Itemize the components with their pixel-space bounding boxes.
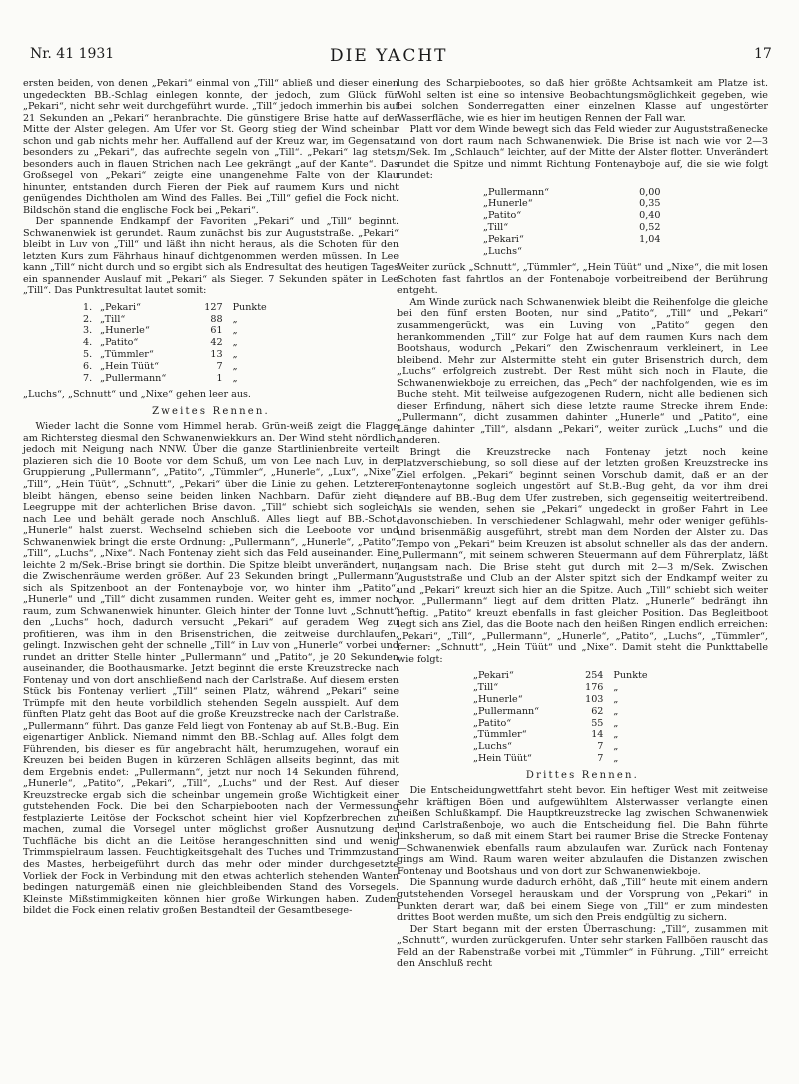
table-row [483,222,660,234]
section-heading: Zweites Rennen. [152,405,270,417]
points: 61 [210,325,223,337]
rounding-times-table [483,187,660,258]
rank: 3. [83,325,93,337]
boat-name: „Pekari“ [473,670,514,682]
boat-name: „Till“ [100,313,126,325]
unit: „ [613,705,619,717]
points: 176 [585,682,604,694]
unit: „ [613,717,619,729]
time-gap: 0,40 [639,210,661,222]
paragraph: „Luchs“, „Schnutt“ und „Nixe“ gehen leer aus. [23,389,251,401]
paragraph: Der spannende Endkampf der Favoriten „Pekari“ und „Till“ beginnt. Schwanenwiek ist gerundet. Raum zunächst bis zur Auguststraße. „Pekari“ bleibt in Luv von „Till“ und läßt ihn nicht heraus, als die Schoten für den letzten Kurs zum Fährhaus hinauf dichtgenommen werden müssen. In Lee kann „Till“ nicht durch und so ergibt sich als Endresultat des heutigen Tages ein spannender Auslauf mit „Pekari“ als Sieger. 7 Sekunden später in Lee „Till“. Das Punktresultat lautet somit: [23,216,399,297]
paragraph: Platt vor dem Winde bewegt sich das Feld wieder zur Auguststraßenecke und von dort raum nach Schwanenwiek. Die Brise ist nach wie vor 2—3 m/Sek. Im „Schlauch“ leichter, auf der Mitte der Alster flotter. Unverändert rundet die Spitze und nimmt Richtung Fontenayboje auf, die sie wie folgt rundet: [397,124,768,182]
paragraph: ersten beiden, von denen „Pekari“ einmal von „Till“ abließ und dieser einen ungedeckten BB.-Schlag einlegen konnte, der jedoch, zum Glück für „Pekari“, nicht sehr weit durchgeführt wurde. „Till“ jedoch immerhin bis auf 21 Sekunden an „Pekari“ heranbrachte. Die günstigere Brise hatte auf der Mitte der Alster gelegen. Am Ufer vor St. Georg stieg der Wind scheinbar schon und gab nichts mehr her. Auffallend auf der Kreuz war, im Gegensatz besonders zu „Pekari“, das aufrechte segeln von „Till“. „Pekari“ lag stets, besonders auch in flauen Strichen nach Lee gekrängt „auf der Kante“. Das Großsegel von „Pekari“ zeigte eine unangenehme Falte von der Klau hinunter, entstanden durch Fieren der Piek auf raumem Kurs und nicht genügendes Dichtholen am Wind des Falles. Bei „Till“ gefiel die Fock nicht. Bildschön stand die englische Fock bei „Pekari“. [23,78,399,216]
boat-name: „Hunerle“ [100,325,150,337]
magazine-title: DIE YACHT [330,46,448,66]
boat-name: „Pekari“ [100,301,141,313]
boat-name: „Hunerle“ [483,198,533,210]
time-gap: 1,04 [639,233,661,245]
boat-name: „Patito“ [483,210,522,222]
time-gap: 0,52 [639,222,661,234]
right-column [397,78,768,970]
table-row [483,246,660,258]
paragraph: Am Winde zurück nach Schwanenwiek bleibt die Reihenfolge die gleiche bei den fünf ersten Booten, nur sind „Patito“, „Till“ und „Pekari“ zusammengerückt, was ein Luving von „Patito“ gegen den herankommenden „Till“ zur Folge hat auf dem raumen Kurs nach dem Bootshaus, wodurch „Pekari“ den Zwischenraum verkleinert, in Lee bleibend. Mehr zur Alstermitte steht ein guter Brisenstrich durch, dem „Luchs“ erfolgreich zustrebt. Der Rest müht sich noch in Flaute, die Schwanenwiekboje zu erreichen, das „Pech“ der nachfolgenden, wie es im Buche steht. Mit teilweise aufgezogenen Rudern, nicht alle bedienen sich dieser Erfindung, nähert sich diese letzte raume Strecke ihrem Ende: „Pullermann“, dicht zusammen dahinter „Hunerle“ und „Patito“, eine Länge dahinter „Till“, alsdann „Pekari“, weiter zurück „Luchs“ und die anderen. [397,296,768,447]
unit: „ [232,325,238,337]
unit: „ [613,753,619,765]
paragraph: Bringt die Kreuzstrecke nach Fontenay jetzt noch keine Platzverschiebung, so soll diese auf der letzten großen Kreuzstrecke ins Ziel erfolgen. „Pekari“ beginnt seinen Vorschub damit, daß er an der Fontenaytonne sogleich ungestört auf St.B.-Bug geht, da vor ihm drei andere auf BB.-Bug dem Ufer zustreben, sich gegenseitig weitertreibend. Als sie wenden, sehen sie „Pekari“ ungedeckt in großer Fahrt in Lee davonschieben. In verschiedener Schlagwahl, mehr oder weniger gefühls- und brisenmäßig ausgeführt, strebt man dem Norden der Alster zu. Das Tempo von „Pekari“ beim Kreuzen ist absolut schneller als das der andern. „Pullermann“, mit seinem schweren Steuermann auf dem Führerplatz, läßt langsam nach. Die Brise steht gut durch mit 2—3 m/Sek. Zwischen Auguststraße und Club an der Alster spitzt sich der Endkampf weiter zu und „Pekari“ kreuzt sich hier an die Spitze. Auch „Till“ schiebt sich weiter vor. „Pullermann“ liegt auf dem dritten Platz. „Hunerle“ bedrängt ihn heftig. „Patito“ kreuzt ebenfalls in fast gleicher Position. Das Begleitboot legt sich ans Ziel, das die Boote nach den heißen Ringen endlich erreichen: „Pekari“, „Till“, „Pullermann“, „Hunerle“, „Patito“, „Luchs“, „Tümmler“, ferner: „Schnutt“, „Hein Tüüt“ und „Nixe“. Damit steht die Punkttabelle wie folgt: [397,446,768,665]
unit: Punkte [232,301,267,313]
table-row [473,753,648,765]
table-row [83,373,267,385]
paragraph: Wieder lacht die Sonne vom Himmel herab. Grün-weiß zeigt die Flagge am Richtersteg diesmal den Schwanenwiekkurs an. Der Wind steht nördlich, jedoch mit Neigung nach NNW. Über die ganze Startlinienbreite verteilt plazieren sich die 10 Boote vor dem Schuß, um von Lee nach Luv, in der Gruppierung „Pullermann“, „Patito“, „Tümmler“, „Hunerle“, „Lux“, „Nixe“, „Till“, „Hein Tüüt“, „Schnutt“, „Pekari“ über die Linie zu gehen. Letzterer bleibt hängen, ebenso seine beiden linken Nachbarn. Dafür zieht die Leegruppe mit der achterlichen Brise davon. „Till“ schiebt sich sogleich nach Lee und behält gerade noch Anschluß. Alles liegt auf BB.-Schot. „Hunerle“ halst zuerst. Wechselnd schieben sich die Leeboote vor und Schwanenwiek bringt die erste Ordnung: „Pullermann“, „Hunerle“, „Patito“, „Till“, „Luchs“, „Nixe“. Nach Fontenay zieht sich das Feld auseinander. Eine leichte 2 m/Sek.-Brise bringt sie dorthin. Die Spitze bleibt unverändert, nur die Zwischenräume werden größer. Auf 23 Sekunden bringt „Pullermann“ sich als Spitzenboot an der Fontenayboje vor, wo hinter ihm „Patito“, „Hunerle“ und „Till“ dicht zusammen runden. Weiter geht es, immer noch raum, zum Schwanenwiek hinunter. Gleich hinter der Tonne luvt „Schnutt“ den „Luchs“ hoch, dadurch versucht „Pekari“ auf geradem Weg zu profitieren, was ihm in den Brisenstrichen, die zeitweise durchlaufen, gelingt. Inzwischen geht der schnelle „Till“ in Luv von „Hunerle“ vorbei und rundet an dritter Stelle hinter „Pullermann“ und „Patito“, je 20 Sekunden auseinander, die Boothausmarke. Jetzt beginnt die erste Kreuzstrecke nach Fontenay und von dort anschließend nach der Carlstraße. Auf diesem ersten Stück bis Fontenay verliert „Till“ seinen Platz, während „Pekari“ seine Trümpfe mit den heute vorbildlich stehenden Segeln ausspielt. Auf dem fünften Platz geht das Boot auf die große Kreuzstrecke nach der Carlstraße. „Pullermann“ führt. Das ganze Feld liegt von Fontenay ab auf St.B.-Bug. Ein eigenartiger Anblick. Niemand nimmt den BB.-Schlag auf. Alles folgt dem Führenden, bis dieser es für angebracht hält, herumzugehen, worauf ein Kreuzen bei beiden Bugen in kürzeren Schlägen allseits beginnt, das mit dem Ergebnis endet: „Pullermann“, jetzt nur noch 14 Sekunden führend, „Hunerle“, „Patito“, „Pekari“, „Till“, „Luchs“ und der Rest. Auf dieser Kreuzstrecke ergab sich die scheinbar ungemein große Wichtigkeit einer gutstehenden Fock. Die bei den Scharpiebooten nach der Vermessung festplazierte Leitöse der Fockschot scheint hier viel Kopfzerbrechen zu machen, zumal die Vorsegel unter möglichst großer Ausnutzung der Tuchfläche bis dicht an die Leitöse herangeschnitten sind und wenig Trimmspielraum lassen. Feuchtigkeitsgehalt des Tuches und Trimmzustand des Mastes, herbeigeführt durch das mehr oder minder durchgesetzte Vorliek der Fock in Verbindung mit den etwas achterlich stehenden Wanten bedingen naturgemäß einen nie gleichbleibenden Stand des Vorsegels. Kleinste Mißstimmigkeiten können hier große Wirkungen haben. Zudem bildet die Fock einen relativ großen Bestandteil der Gesamtbesege- [23,421,399,917]
paragraph: Weiter zurück „Schnutt“, „Tümmler“, „Hein Tüüt“ und „Nixe“, die mit losen Schoten fast fahrtlos an der Fontenaboje vorbeitreibend der Berührung entgeht. [397,262,768,297]
rank: 1. [83,301,93,313]
points: 7 [216,360,223,372]
unit: „ [613,682,619,694]
boat-name: „Tümmler“ [473,729,527,741]
table-row [473,694,648,706]
table-row [483,187,660,199]
points: 13 [210,348,223,360]
time-gap: 0,00 [639,186,661,198]
table-row [473,729,648,741]
unit: „ [232,313,238,325]
boat-name: „Pullermann“ [100,372,167,384]
unit: „ [613,729,619,741]
boat-name: „Luchs“ [473,741,512,753]
left-column [23,78,399,917]
rank: 6. [83,360,93,372]
boat-name: „Hein Tüüt“ [473,753,532,765]
points: 1 [216,372,223,384]
issue-number: Nr. 41 1931 [30,46,115,62]
unit: „ [232,372,238,384]
table-row [473,718,648,730]
table-row [473,741,648,753]
boat-name: „Patito“ [100,337,139,349]
boat-name: „Pullermann“ [483,186,550,198]
points: 7 [597,753,604,765]
table-row [483,198,660,210]
points: 62 [591,705,604,717]
table-row [83,314,267,326]
rank: 4. [83,337,93,349]
rank: 2. [83,313,93,325]
time-gap [549,246,660,258]
table-row [83,325,267,337]
boat-name: „Pullermann“ [473,705,540,717]
table-row [83,302,267,314]
points: 127 [204,301,223,313]
table-row [83,337,267,349]
points: 88 [210,313,223,325]
unit: Punkte [613,670,648,682]
table-row [473,682,648,694]
paragraph: Der Start begann mit der ersten Überraschung: „Till“, zusammen mit „Schnutt“, wurden zurückgerufen. Unter sehr starken Fallböen rauscht das Feld an der Rabenstraße vorbei mit „Tümmler“ in Führung. „Till“ erreicht den Anschluß recht [397,923,768,970]
boat-name: „Till“ [473,682,499,694]
unit: „ [232,348,238,360]
table-row [483,234,660,246]
unit: „ [613,741,619,753]
paragraph: lung des Scharpiebootes, so daß hier größte Achtsamkeit am Platze ist. Wohl selten ist eine so intensive Beobachtungsmöglichkeit gegeben, wie bei solchen Sonderregatten einer einzelnen Klasse auf ungestörter Wasserfläche, wie es hier im heutigen Rennen der Fall war. [397,78,768,124]
table-row [483,210,660,222]
unit: „ [232,337,238,349]
table-row [83,349,267,361]
boat-name: „Till“ [483,222,509,234]
boat-name: „Pekari“ [483,233,524,245]
table-row [473,706,648,718]
section-heading: Drittes Rennen. [525,769,640,781]
points: 254 [585,670,604,682]
page-number: 17 [754,46,772,62]
boat-name: „Hein Tüüt“ [100,360,159,372]
rank: 7. [83,372,93,384]
paragraph: Die Spannung wurde dadurch erhöht, daß „Till“ heute mit einem andern gutstehenden Vorsegel herauskam und der Vorsprung von „Pekari“ in Punkten derart war, daß bei einem Siege von „Till“ er zum mindesten drittes Boot werden mußte, um sich den Preis endgültig zu sichern. [397,877,768,924]
points: 14 [591,729,604,741]
boat-name: „Luchs“ [483,245,522,257]
unit: „ [232,360,238,372]
boat-name: „Hunerle“ [473,694,523,706]
rank: 5. [83,348,93,360]
points-table-race-2 [473,670,648,764]
time-gap: 0,35 [639,198,661,210]
table-row [83,361,267,373]
points: 7 [597,741,604,753]
standings-table-race-1 [83,302,267,385]
unit: „ [613,694,619,706]
points: 103 [585,694,604,706]
boat-name: „Tümmler“ [100,348,154,360]
table-row [473,670,648,682]
boat-name: „Patito“ [473,717,512,729]
points: 55 [591,717,604,729]
points: 42 [210,337,223,349]
paragraph: Die Entscheidungwettfahrt steht bevor. Ein heftiger West mit zeitweise sehr kräftigen Böen und aufgewühltem Alsterwasser verlangte einen heißen Schlußkampf. Die Hauptkreuzstrecke lag zwischen Schwanenwiek und Carlstraßenboje, wo auch die Entscheidung fiel. Die Bahn führte linksherum, so daß mit einem Start bei raumer Brise die Strecke Fontenay—Schwanenwiek ebenfalls raum abzulaufen war. Zurück nach Fontenay gings am Wind. Raum waren weiter abzulaufen die Distanzen zwischen Fontenay und Bootshaus und von dort zur Schwanenwiekboje. [397,785,768,877]
